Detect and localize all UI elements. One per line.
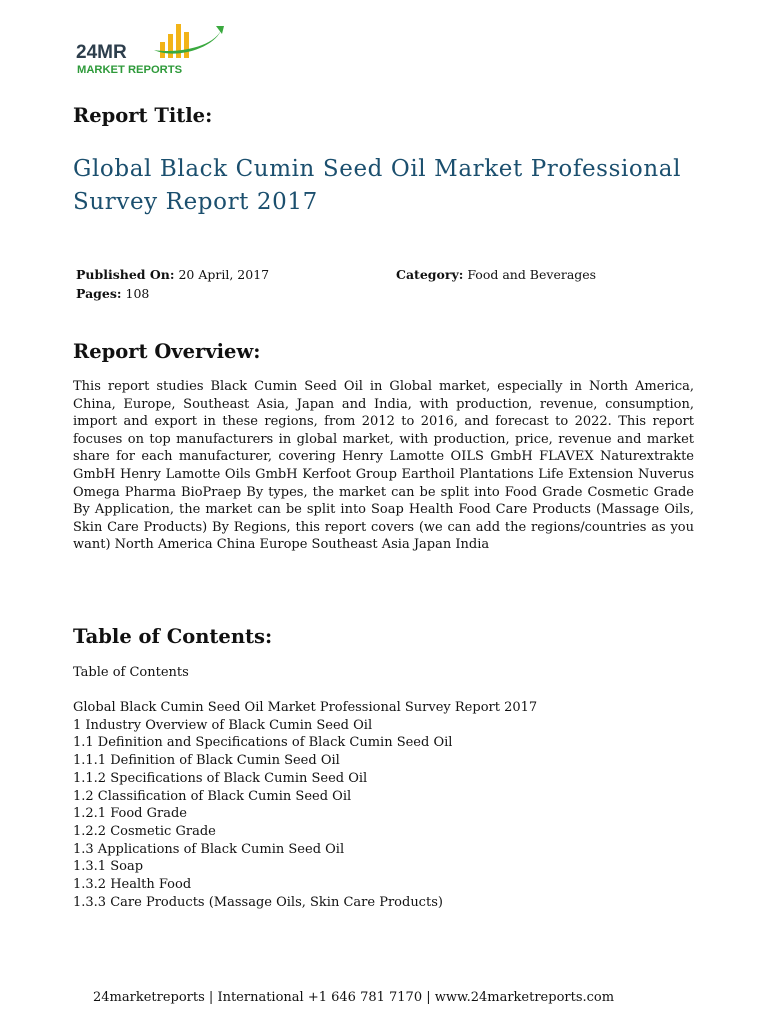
- toc-list: [73, 699, 537, 911]
- logo-text-top: 24MR: [76, 42, 127, 63]
- toc-item: 1.3.3 Care Products (Massage Oils, Skin Care Products): [73, 894, 443, 910]
- toc-item: 1.3 Applications of Black Cumin Seed Oil: [73, 841, 345, 857]
- published-on: [76, 265, 269, 284]
- pages: [76, 284, 149, 303]
- toc-label: Table of Contents: [73, 665, 189, 680]
- category-value: Food and Beverages: [467, 267, 597, 282]
- toc-item: 1.1.2 Specifications of Black Cumin Seed Oil: [73, 770, 368, 786]
- toc-item: 1.3.1 Soap: [73, 859, 144, 875]
- toc-item: 1.2.2 Cosmetic Grade: [73, 823, 216, 839]
- company-logo: [76, 20, 236, 76]
- category-label: Category:: [396, 267, 464, 282]
- pages-value: 108: [125, 286, 150, 301]
- toc-item: 1 Industry Overview of Black Cumin Seed Oil: [73, 717, 373, 733]
- toc-item: 1.2.1 Food Grade: [73, 806, 187, 822]
- report-title-heading: Report Title:: [73, 104, 213, 127]
- table-of-contents-heading: Table of Contents:: [73, 625, 273, 648]
- logo-bar-1: [160, 42, 165, 58]
- report-overview-text: This report studies Black Cumin Seed Oil in Global market, especially in North America, China, Europe, Southeast Asia, Japan and India, with production, revenue, consumption, import and export in these regions, from 2012 to 2016, and forecast to 2022. This report focuses on top manufacturers in global market, with production, price, revenue and market share for each manufacturer, covering Henry Lamotte OILS GmbH FLAVEX Naturextrakte GmbH Henry Lamotte Oils GmbH Kerfoot Group Earthoil Plantations Life Extension Nuverus Omega Pharma BioPraep By types, the market can be split into Food Grade Cosmetic Grade By Application, the market can be split into Soap Health Food Care Products (Massage Oils, Skin Care Products) By Regions, this report covers (we can add the regions/countries as you want) North America China Europe Southeast Asia Japan India: [73, 379, 694, 553]
- report-overview-heading: Report Overview:: [73, 340, 261, 363]
- published-label: Published On:: [76, 267, 175, 282]
- page-footer: 24marketreports | International +1 646 781 7170 | www.24marketreports.com: [93, 990, 615, 1005]
- report-title: Global Black Cumin Seed Oil Market Professional Survey Report 2017: [73, 156, 682, 215]
- toc-item: 1.2 Classification of Black Cumin Seed Oil: [73, 788, 352, 804]
- logo-text-bottom: MARKET REPORTS: [77, 64, 183, 76]
- logo-bar-2: [168, 34, 173, 58]
- toc-item: 1.1.1 Definition of Black Cumin Seed Oil: [73, 753, 340, 769]
- pages-label: Pages:: [76, 286, 122, 301]
- toc-item: Global Black Cumin Seed Oil Market Professional Survey Report 2017: [73, 700, 538, 715]
- toc-item: 1.3.2 Health Food: [73, 877, 192, 893]
- category: [396, 265, 596, 284]
- published-value: 20 April, 2017: [178, 267, 270, 282]
- logo-bar-4: [184, 32, 189, 58]
- toc-item: 1.1 Definition and Specifications of Black Cumin Seed Oil: [73, 735, 453, 751]
